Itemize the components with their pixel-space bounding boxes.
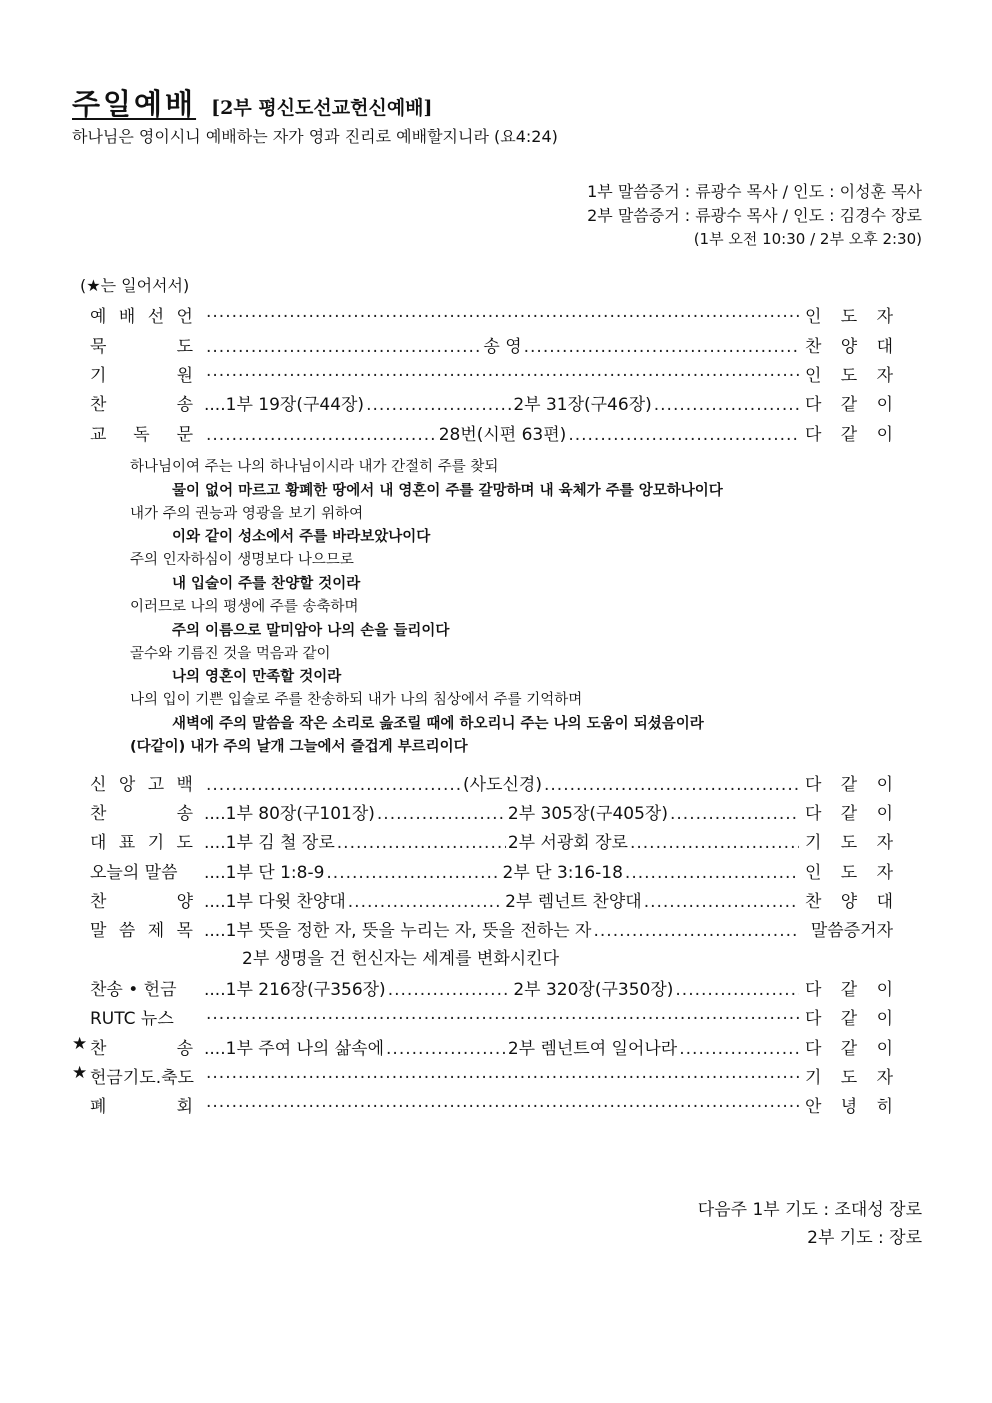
next-week-prayer-1: 다음주 1부 기도 : 조대성 장로: [697, 1200, 922, 1220]
order-row: [80, 388, 893, 416]
item-label-char: 독: [133, 425, 150, 445]
item-detail-line: [204, 390, 801, 415]
standing-star-icon: ★: [72, 1063, 88, 1083]
item-right-text: 2부 서광회 장로: [507, 833, 628, 853]
order-row: [72, 1032, 893, 1060]
item-label-char: 백: [176, 775, 193, 795]
order-row: [80, 330, 893, 358]
item-label-char: 도: [176, 833, 193, 853]
reading-line: 하나님이여 주는 나의 하나님이시라 내가 간절히 주를 찾되: [130, 459, 499, 475]
item-label: [90, 975, 193, 1000]
item-label: [90, 858, 193, 883]
item-role-char: 이: [876, 1009, 893, 1029]
item-label-char: 찬: [90, 1039, 107, 1059]
order-row: [72, 1061, 893, 1089]
item-detail-line: [204, 799, 801, 824]
leader-dots: [644, 892, 799, 912]
item-role-char: 안: [805, 1097, 822, 1117]
item-role-char: 이: [876, 1039, 893, 1059]
item-label-char: 찬: [90, 892, 107, 912]
item-label-char: 씀: [118, 921, 136, 941]
item-role-char: 인: [805, 307, 822, 327]
item-role-char: 도: [840, 833, 858, 853]
leader-dots: [654, 395, 799, 415]
item-label: [90, 390, 193, 415]
leader-dots: [337, 833, 506, 853]
leading-dots-text: ....: [204, 863, 226, 883]
item-role-char: 녕: [840, 1097, 858, 1117]
item-label: [90, 420, 193, 445]
theme-verse: 하나님은 영이시니 예배하는 자가 영과 진리로 예배할지니라 (요4:24): [72, 127, 558, 146]
item-detail-line: [204, 332, 801, 357]
reading-line: 이러므로 나의 평생에 주를 송축하며: [130, 599, 359, 615]
item-role-char: 다: [805, 1039, 822, 1059]
order-row: [80, 885, 893, 913]
item-role-char: 인: [805, 863, 822, 883]
item-label-char: 말: [90, 921, 107, 941]
item-label: [90, 916, 193, 941]
order-row: [80, 1002, 893, 1030]
item-detail: [204, 1092, 801, 1116]
item-label-char: 제: [147, 921, 165, 941]
item-right-text: 2부 305장(구405장): [507, 804, 668, 824]
item-role-char: 같: [840, 980, 858, 1000]
item-center-text: (사도신경): [463, 775, 542, 795]
order-row: [80, 768, 893, 796]
reading-line: 주의 이름으로 말미암아 나의 손을 들리이다: [172, 623, 450, 639]
order-row: [80, 856, 893, 884]
reading-line: 내 입술이 주를 찬양할 것이라: [172, 576, 361, 592]
leader-dots: [625, 863, 799, 883]
leader-dots: [206, 337, 481, 357]
item-detail: [204, 1063, 801, 1087]
item-left-text: 1부 19장(구44장): [225, 395, 365, 415]
item-label-char: 송: [176, 804, 193, 824]
leader-dots: [206, 1004, 799, 1024]
leading-dots-text: ....: [204, 833, 226, 853]
item-label-char: 기: [147, 833, 165, 853]
item-label-char: 양: [176, 892, 193, 912]
item-label-char: 폐: [90, 1097, 107, 1117]
item-right-text: 2부 320장(구350장): [513, 980, 674, 1000]
item-role-char: 같: [840, 1039, 858, 1059]
item-label: [90, 770, 193, 795]
item-label-char: 교: [90, 425, 107, 445]
item-role: [805, 361, 893, 386]
sermon-title-part2: 2부 생명을 건 헌신자는 세계를 변화시킨다: [242, 949, 560, 969]
item-detail-line: [204, 887, 801, 912]
item-label: [90, 828, 193, 853]
item-role: [805, 975, 893, 1000]
item-role-char: 같: [840, 1009, 858, 1029]
item-detail: [204, 799, 801, 823]
order-row: [80, 973, 893, 1001]
item-label-char: 대: [90, 833, 107, 853]
item-role-char: 대: [876, 892, 893, 912]
leader-dots: [326, 863, 500, 883]
item-right-text: 2부 단 3:16-18: [502, 863, 623, 883]
leader-dots: [206, 425, 437, 445]
item-center-text: 송 영: [483, 337, 522, 357]
item-detail: [204, 975, 801, 999]
leader-dots: [206, 1063, 799, 1083]
order-row: [80, 359, 893, 387]
leader-dots: [366, 395, 511, 415]
item-role-char: 자: [876, 307, 893, 327]
item-detail-line: [204, 975, 801, 1000]
item-detail-line: [204, 828, 801, 853]
service-times: (1부 오전 10:30 / 2부 오후 2:30): [693, 230, 922, 248]
item-label: [90, 302, 193, 327]
item-right-text: 2부 31장(구46장): [513, 395, 652, 415]
item-label-char: 선: [147, 307, 165, 327]
item-role-char: 히: [876, 1097, 893, 1117]
item-right-text: 2부 렘넌트여 일어나라: [507, 1039, 678, 1059]
item-role: [805, 390, 893, 415]
item-role-char: 찬: [805, 892, 822, 912]
item-role-char: 이: [876, 804, 893, 824]
item-detail: [204, 887, 801, 911]
item-label-char: 도: [176, 337, 193, 357]
leader-dots: [206, 775, 461, 795]
item-detail-line: [204, 420, 801, 445]
leader-dots: [593, 921, 799, 941]
page-title: [72, 82, 433, 123]
item-role-char: 같: [840, 395, 858, 415]
item-role-char: 양: [840, 892, 858, 912]
leader-dots: [377, 804, 506, 824]
item-role-char: 자: [876, 833, 893, 853]
item-label-char: 언: [176, 307, 193, 327]
leader-dots: [386, 1039, 506, 1059]
leader-dots: [206, 1092, 799, 1112]
item-role-char: 이: [876, 395, 893, 415]
item-left-text: 1부 김 철 장로: [225, 833, 335, 853]
item-role-char: 도: [840, 307, 858, 327]
leading-dots-text: ....: [204, 395, 226, 415]
item-label: [90, 799, 193, 824]
item-role-char: 이: [876, 980, 893, 1000]
item-detail-line: [204, 302, 801, 322]
item-role-char: 같: [840, 425, 858, 445]
item-label-char: 오늘의 말씀: [90, 863, 178, 883]
item-detail-line: [204, 361, 801, 381]
item-label-char: 찬: [90, 804, 107, 824]
item-label-char: 찬송 • 헌금: [90, 980, 177, 1000]
item-label-char: 헌금기도.축도: [90, 1068, 194, 1088]
item-role-char: 인: [805, 366, 822, 386]
item-label: [90, 1063, 193, 1088]
item-role-char: 찬: [805, 337, 822, 357]
item-right-text: 2부 렘넌트 찬양대: [505, 892, 642, 912]
item-role-char: 자: [876, 366, 893, 386]
leader-dots: [675, 980, 799, 1000]
standing-star-icon: ★: [72, 1034, 88, 1054]
order-row: [80, 914, 893, 942]
item-role-char: 말씀증거자: [810, 921, 893, 941]
item-role-char: 다: [805, 1009, 822, 1029]
order-row: [80, 1090, 893, 1118]
item-role: [805, 420, 893, 445]
item-label: [90, 887, 193, 912]
standing-note: (★는 일어서서): [80, 276, 190, 295]
reading-line: 나의 영혼이 만족할 것이라: [172, 669, 342, 685]
item-single-text: 1부 뜻을 정한 자, 뜻을 누리는 자, 뜻을 전하는 자: [225, 921, 592, 941]
item-role: [805, 1004, 893, 1029]
item-role-char: 도: [840, 1068, 858, 1088]
item-role: [805, 302, 893, 327]
item-role: [801, 916, 893, 941]
item-role-char: 이: [876, 775, 893, 795]
item-left-text: 1부 주여 나의 삶속에: [225, 1039, 385, 1059]
next-week-prayer-2: 2부 기도 : 장로: [807, 1228, 922, 1248]
item-label-char: 앙: [118, 775, 136, 795]
item-label: [90, 1004, 193, 1029]
item-detail: [204, 858, 801, 882]
item-detail: [204, 420, 801, 444]
title-main: 주일예배: [72, 87, 197, 121]
item-label-char: 문: [176, 425, 193, 445]
item-detail: [204, 1004, 801, 1028]
item-label-char: 고: [147, 775, 165, 795]
reading-line: 주의 인자하심이 생명보다 나으므로: [130, 552, 354, 568]
item-role-char: 다: [805, 775, 822, 795]
preacher-line-2: 2부 말씀증거 : 류광수 목사 / 인도 : 김경수 장로: [587, 206, 922, 225]
item-label-char: 원: [176, 366, 193, 386]
item-label-char: 표: [118, 833, 136, 853]
item-role-char: 다: [805, 980, 822, 1000]
item-role: [805, 887, 893, 912]
title-subtitle: [2부 평신도선교헌신예배]: [211, 97, 433, 119]
item-label-char: 배: [118, 307, 136, 327]
leader-dots: [544, 775, 799, 795]
item-label-char: 송: [176, 1039, 193, 1059]
leader-dots: [388, 980, 512, 1000]
item-label: [90, 1092, 193, 1117]
item-role: [805, 1034, 893, 1059]
leader-dots: [206, 361, 799, 381]
order-row: [80, 826, 893, 854]
item-role-char: 다: [805, 395, 822, 415]
leading-dots-text: ....: [204, 892, 226, 912]
leader-dots: [679, 1039, 799, 1059]
reading-line: 내가 주의 권능과 영광을 보기 위하여: [130, 506, 364, 522]
item-detail: [204, 1034, 801, 1058]
item-detail: [204, 361, 801, 385]
item-role: [805, 828, 893, 853]
item-label-char: RUTC 뉴스: [90, 1009, 174, 1029]
item-label-char: 기: [90, 366, 107, 386]
reading-line: 이와 같이 성소에서 주를 바라보았나이다: [172, 529, 431, 545]
leading-dots-text: ....: [204, 980, 226, 1000]
item-detail: [204, 770, 801, 794]
item-role: [805, 1063, 893, 1088]
leading-dots-text: ....: [204, 1039, 226, 1059]
leader-dots: [348, 892, 503, 912]
item-label: [90, 361, 193, 386]
item-label-char: 목: [176, 921, 193, 941]
item-detail: [204, 302, 801, 326]
order-row: [80, 300, 893, 328]
leader-dots: [568, 425, 799, 445]
leader-dots: [206, 302, 799, 322]
item-detail-line: [204, 770, 801, 795]
item-detail-line: [204, 1092, 801, 1112]
item-role-char: 자: [876, 1068, 893, 1088]
item-detail-line: [204, 1034, 801, 1059]
reading-line: 물이 없어 마르고 황폐한 땅에서 내 영혼이 주를 갈망하며 내 육체가 주를 앙모하나이다: [172, 483, 723, 499]
item-role-char: 도: [840, 863, 858, 883]
reading-line: 새벽에 주의 말씀을 작은 소리로 읊조릴 때에 하오리니 주는 나의 도움이 되셨음이라: [172, 716, 704, 732]
item-detail-line: [204, 916, 801, 941]
item-label-char: 묵: [90, 337, 107, 357]
item-label: [90, 1034, 193, 1059]
item-role-char: 자: [876, 863, 893, 883]
item-role-char: 같: [840, 804, 858, 824]
item-detail-line: [204, 1063, 801, 1083]
leading-dots-text: ....: [204, 921, 226, 941]
item-role: [805, 1092, 893, 1117]
leader-dots: [524, 337, 799, 357]
item-left-text: 1부 216장(구356장): [225, 980, 386, 1000]
item-role: [805, 799, 893, 824]
item-role-char: 이: [876, 425, 893, 445]
leader-dots: [670, 804, 799, 824]
item-label-char: 찬: [90, 395, 107, 415]
item-label-char: 예: [90, 307, 107, 327]
reading-line: (다같이) 내가 주의 날개 그늘에서 즐겁게 부르리이다: [130, 739, 468, 755]
item-detail: [204, 332, 801, 356]
item-left-text: 1부 다윗 찬양대: [225, 892, 346, 912]
item-left-text: 1부 단 1:8-9: [225, 863, 325, 883]
leading-dots-text: ....: [204, 804, 226, 824]
item-detail-line: [204, 1004, 801, 1024]
item-label: [90, 332, 193, 357]
item-role-char: 도: [840, 366, 858, 386]
item-detail: [204, 916, 801, 940]
item-role-char: 다: [805, 804, 822, 824]
item-label-char: 송: [176, 395, 193, 415]
item-role: [805, 770, 893, 795]
item-role-char: 기: [805, 1068, 822, 1088]
item-label-char: 신: [90, 775, 107, 795]
item-label-char: 회: [176, 1097, 193, 1117]
item-role-char: 기: [805, 833, 822, 853]
item-role: [805, 858, 893, 883]
item-role-char: 다: [805, 425, 822, 445]
item-role-char: 대: [876, 337, 893, 357]
item-detail: [204, 828, 801, 852]
item-detail: [204, 390, 801, 414]
item-role-char: 양: [840, 337, 858, 357]
reading-line: 나의 입이 기쁜 입술로 주를 찬송하되 내가 나의 침상에서 주를 기억하며: [130, 692, 583, 708]
item-left-text: 1부 80장(구101장): [225, 804, 375, 824]
item-detail-line: [204, 858, 801, 883]
item-role: [805, 332, 893, 357]
order-row: [80, 797, 893, 825]
item-center-text: 28번(시편 63편): [438, 425, 567, 445]
item-role-char: 같: [840, 775, 858, 795]
reading-line: 골수와 기름진 것을 먹음과 같이: [130, 646, 331, 662]
order-row: [80, 418, 893, 446]
preacher-line-1: 1부 말씀증거 : 류광수 목사 / 인도 : 이성훈 목사: [587, 182, 922, 201]
leader-dots: [630, 833, 799, 853]
